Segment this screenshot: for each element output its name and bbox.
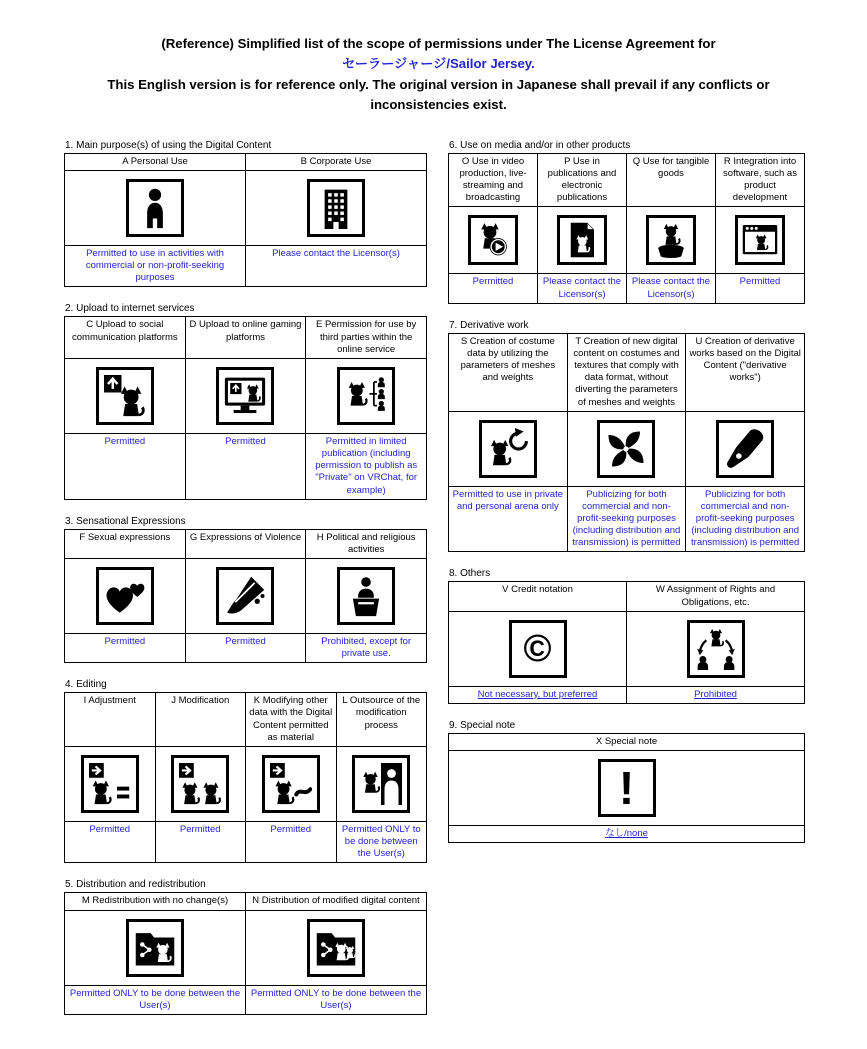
item-result-L: Permitted ONLY to be done between the User(s) (336, 821, 427, 862)
item-result-F: Permitted (65, 634, 186, 663)
item-result-B: Please contact the Licensor(s) (246, 245, 427, 286)
upload-gaming-icon (216, 367, 274, 425)
third-party-icon (337, 367, 395, 425)
item-label-R: R Integration into software, such as product development (716, 153, 805, 207)
item-result-O: Permitted (449, 274, 538, 303)
label-row (65, 893, 427, 910)
item-result-E: Permitted in limited publication (including permission to publish as "Private" on VRChat, for example) (306, 433, 427, 499)
icon-row (65, 910, 427, 985)
section-title: 5. Distribution and redistribution (65, 879, 206, 891)
knife-icon (216, 567, 274, 625)
result-row (449, 486, 805, 552)
item-result-K: Permitted (246, 821, 337, 862)
hearts-icon (96, 567, 154, 625)
permissions-table (448, 733, 805, 843)
section-special-note (448, 720, 805, 843)
right-column (448, 140, 805, 859)
item-label-N: N Distribution of modified digital content (246, 893, 427, 910)
item-result-U: Publicizing for both commercial and non-profit-seeking purposes (including distribution and transmission) is permitted (686, 486, 805, 552)
video-production-icon (468, 215, 518, 265)
label-row (65, 153, 427, 170)
item-label-B: B Corporate Use (246, 153, 427, 170)
item-label-W: W Assignment of Rights and Obligations, etc. (627, 582, 805, 611)
building-icon (307, 179, 365, 237)
item-label-S: S Creation of costume data by utilizing the parameters of meshes and weights (449, 333, 568, 411)
product-name: セーラージャージ/Sailor Jersey. (342, 56, 535, 72)
item-result-W: Prohibited (627, 686, 805, 703)
item-result-D: Permitted (185, 433, 306, 499)
label-row (449, 153, 805, 207)
section-others (448, 568, 805, 703)
adjustment-icon (81, 755, 139, 813)
item-result-Q: Please contact the Licensor(s) (627, 274, 716, 303)
icon-row (65, 170, 427, 245)
permissions-table (448, 581, 805, 703)
item-label-G: G Expressions of Violence (185, 529, 306, 558)
person-icon (126, 179, 184, 237)
item-label-U: U Creation of derivative works based on the Digital Content ("derivative works") (686, 333, 805, 411)
label-row (65, 693, 427, 747)
item-label-E: E Permission for use by third parties within the online service (306, 317, 427, 358)
podium-icon (337, 567, 395, 625)
section-title: 9. Special note (449, 719, 516, 731)
result-row (65, 433, 427, 499)
permissions-table (64, 153, 427, 288)
item-result-G: Permitted (185, 634, 306, 663)
item-label-K: K Modifying other data with the Digital Content permitted as material (246, 693, 337, 747)
label-row (449, 333, 805, 411)
item-result-J: Permitted (155, 821, 246, 862)
section-derivative (448, 320, 805, 553)
costume-data-icon (479, 420, 537, 478)
item-label-A: A Personal Use (65, 153, 246, 170)
item-result-N: Permitted ONLY to be done between the User(s) (246, 985, 427, 1014)
tangible-goods-icon (646, 215, 696, 265)
result-row (449, 274, 805, 303)
icon-row (449, 411, 805, 486)
label-row (65, 529, 427, 558)
item-label-T: T Creation of new digital content on costumes and textures that comply with data format, without diverting the parameters of meshes and weights (567, 333, 686, 411)
section-title: 2. Upload to internet services (65, 303, 195, 315)
item-label-C: C Upload to social communication platforms (65, 317, 186, 358)
item-label-I: I Adjustment (65, 693, 156, 747)
item-label-L: L Outsource of the modification process (336, 693, 427, 747)
upload-social-icon (96, 367, 154, 425)
copyright-icon: © (509, 620, 567, 678)
section-title: 1. Main purpose(s) of using the Digital Content (65, 139, 272, 151)
item-label-M: M Redistribution with no change(s) (65, 893, 246, 910)
page-title-line1: (Reference) Simplified list of the scope of permissions under The License Agreement for (161, 36, 716, 51)
item-result-S: Permitted to use in private and personal arena only (449, 486, 568, 552)
item-label-X: X Special note (449, 733, 805, 750)
item-result-H: Prohibited, except for private use. (306, 634, 427, 663)
section-title: 6. Use on media and/or in other products (449, 139, 631, 151)
item-result-R: Permitted (716, 274, 805, 303)
permissions-table (64, 529, 427, 664)
result-row (449, 686, 805, 703)
item-result-M: Permitted ONLY to be done between the User(s) (65, 985, 246, 1014)
icon-row (65, 746, 427, 821)
publication-icon (557, 215, 607, 265)
label-row (449, 582, 805, 611)
section-title: 8. Others (449, 568, 491, 580)
modification-icon (171, 755, 229, 813)
section-sensational (64, 516, 427, 664)
permissions-table (448, 153, 805, 304)
section-distribution (64, 879, 427, 1014)
icon-row (449, 207, 805, 274)
exclamation-icon: ! (598, 759, 656, 817)
folder-modified-icon (307, 919, 365, 977)
permissions-table (64, 692, 427, 863)
result-row (65, 245, 427, 286)
section-media (448, 140, 805, 304)
item-result-V: Not necessary, but preferred (449, 686, 627, 703)
result-row (65, 634, 427, 663)
material-icon (262, 755, 320, 813)
item-label-F: F Sexual expressions (65, 529, 186, 558)
permissions-table (64, 316, 427, 499)
item-result-X: なし/none (449, 826, 805, 843)
icon-row (65, 358, 427, 433)
item-label-J: J Modification (155, 693, 246, 747)
outsource-icon (352, 755, 410, 813)
item-label-P: P Use in publications and electronic publications (538, 153, 627, 207)
icon-row (449, 611, 805, 686)
section-title: 4. Editing (65, 679, 107, 691)
software-icon (735, 215, 785, 265)
item-label-Q: Q Use for tangible goods (627, 153, 716, 207)
permissions-table (64, 892, 427, 1014)
label-row (449, 733, 805, 750)
item-result-I: Permitted (65, 821, 156, 862)
item-result-T: Publicizing for both commercial and non-profit-seeking purposes (including distribution and transmission) is permitted (567, 486, 686, 552)
section-main-purpose (64, 140, 427, 288)
icon-row (449, 751, 805, 826)
section-editing (64, 679, 427, 863)
item-label-O: O Use in video production, live-streaming and broadcasting (449, 153, 538, 207)
item-label-V: V Credit notation (449, 582, 627, 611)
page-header (64, 34, 813, 116)
section-title: 7. Derivative work (449, 319, 529, 331)
result-row (449, 826, 805, 843)
result-row (65, 821, 427, 862)
section-upload (64, 303, 427, 499)
label-row (65, 317, 427, 358)
content-columns (64, 140, 813, 1031)
assignment-icon (687, 620, 745, 678)
item-result-C: Permitted (65, 433, 186, 499)
left-column (64, 140, 427, 1031)
permissions-table (448, 333, 805, 553)
result-row (65, 985, 427, 1014)
item-label-H: H Political and religious activities (306, 529, 427, 558)
folder-share-icon (126, 919, 184, 977)
item-label-D: D Upload to online gaming platforms (185, 317, 306, 358)
section-title: 3. Sensational Expressions (65, 515, 186, 527)
item-result-P: Please contact the Licensor(s) (538, 274, 627, 303)
icon-row (65, 559, 427, 634)
item-result-A: Permitted to use in activities with commercial or non-profit-seeking purposes (65, 245, 246, 286)
disclaimer-text: This English version is for reference only. The original version in Japanese shall prevail if any conflicts or inconsistencies exist. (107, 76, 770, 113)
pinwheel-icon (597, 420, 655, 478)
pen-icon (716, 420, 774, 478)
